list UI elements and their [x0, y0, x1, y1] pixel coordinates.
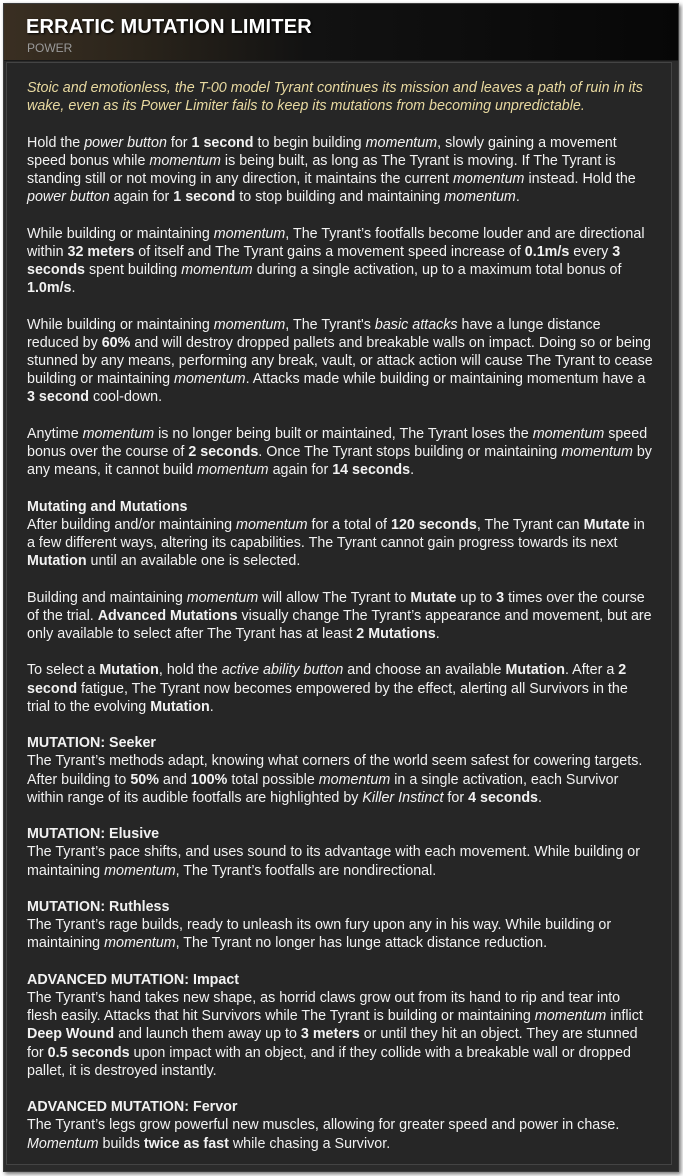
text-run: upon impact with an object, and if they collide with a breakable wall or dropped pallet, it is destroyed instantly. — [27, 1044, 632, 1079]
text-run: and choose an available — [343, 662, 506, 679]
emphasis-value: 3 — [496, 589, 505, 606]
text-run: The Tyrant’s legs grow powerful new muscles, allowing for greater speed and power in chase. — [27, 1117, 620, 1134]
keyword-term: power button — [27, 189, 110, 206]
section-heading: MUTATION: Elusive — [27, 826, 160, 843]
section-heading: MUTATION: Seeker — [27, 735, 156, 752]
power-header — [4, 4, 678, 61]
text-run: and will destroy dropped pallets and breakable walls on impact. Doing so or being stunned by any means, performing any break, vault, or attack action will cause The Tyrant to cease building or maintaining — [27, 334, 653, 388]
text-run: for — [166, 134, 192, 151]
text-run: The Tyrant’s hand takes new shape, as horrid claws grow out from its hand to rip and tear into flesh easily. Attacks that hit Survivors while The Tyrant is building or maintaining — [27, 989, 621, 1025]
keyword-term: momentum — [532, 425, 605, 442]
text-run: until an available one is selected. — [86, 553, 301, 570]
emphasis-value: Mutation — [99, 662, 159, 679]
description-paragraph — [27, 425, 653, 480]
emphasis-value: 2 Mutations — [356, 626, 436, 642]
text-run: . Once The Tyrant stops building or maintaining — [258, 444, 562, 460]
text-run: . — [209, 698, 214, 715]
text-run: cool-down. — [88, 389, 163, 406]
text-run: , The Tyrant’s footfalls become louder and are directional within — [27, 225, 645, 260]
description-paragraph — [27, 589, 653, 644]
text-run: total possible — [227, 771, 319, 788]
section-paragraph — [27, 1098, 653, 1153]
text-run: for — [443, 789, 469, 806]
emphasis-value: 32 meters — [67, 243, 135, 260]
emphasis-value: Mutation — [505, 662, 565, 679]
emphasis-value: twice as fast — [143, 1135, 229, 1152]
emphasis-value: 3 meters — [300, 1026, 360, 1043]
text-run: Building and maintaining — [27, 589, 187, 606]
text-run: , slowly gaining a movement speed bonus while — [27, 134, 617, 169]
text-run: , The Tyrant can — [476, 516, 584, 533]
keyword-term: momentum — [186, 589, 259, 606]
text-run: . — [538, 789, 542, 806]
section-paragraph — [27, 825, 653, 880]
text-run: While building or maintaining — [27, 316, 214, 333]
text-run: instead. Hold the — [524, 171, 636, 187]
keyword-term: momentum — [213, 225, 286, 242]
emphasis-value: Mutation — [150, 698, 210, 715]
text-run: To select a — [27, 662, 100, 679]
description-body — [7, 63, 671, 1153]
power-card — [3, 3, 679, 1172]
text-run: or until they hit an object. They are stunned for — [27, 1026, 638, 1061]
emphasis-value: 0.5 seconds — [47, 1044, 130, 1061]
keyword-term: momentum — [365, 134, 438, 151]
text-run: while chasing a Survivor. — [228, 1135, 391, 1152]
text-run: spent building — [85, 262, 182, 278]
text-run: to stop building and maintaining — [235, 189, 445, 206]
text-run: again for — [268, 462, 333, 479]
section-paragraph — [27, 734, 653, 807]
keyword-term: momentum — [318, 771, 391, 788]
text-run: After building and/or maintaining — [27, 516, 237, 533]
text-run: , The Tyrant's — [285, 316, 375, 333]
text-run: times over the course of the trial. — [27, 589, 645, 624]
emphasis-value: 3 seconds — [27, 243, 621, 278]
emphasis-value: 3 second — [27, 389, 89, 406]
keyword-term: momentum — [444, 189, 516, 206]
text-run: . — [515, 189, 520, 206]
emphasis-value: Mutation — [27, 553, 87, 570]
text-run: The Tyrant’s pace shifts, and uses sound to its advantage with each movement. While building or maintaining — [27, 844, 640, 879]
section-heading: Mutating and Mutations — [27, 498, 188, 515]
keyword-term: power button — [84, 134, 167, 151]
emphasis-value: 100% — [190, 771, 228, 788]
text-run: visually change The Tyrant’s appearance and movement, but are only available to select after The Tyrant has at least — [27, 607, 652, 642]
emphasis-value: 120 seconds — [391, 516, 477, 533]
emphasis-value: 1 second — [173, 189, 236, 206]
text-run: The Tyrant’s rage builds, ready to unleash its own fury upon any in his way. While building or maintaining — [27, 917, 612, 952]
keyword-term: Killer Instinct — [362, 789, 444, 806]
keyword-term: momentum — [197, 462, 269, 479]
text-run: by any means, it cannot build — [27, 444, 652, 479]
text-run: and launch them away up to — [114, 1026, 301, 1043]
emphasis-value: Advanced Mutations — [97, 607, 238, 624]
text-run: during a single activation, up to a maximum total bonus of — [252, 262, 622, 278]
text-run: Hold the — [27, 134, 85, 151]
section-heading: ADVANCED MUTATION: Impact — [27, 971, 240, 988]
text-run: . — [71, 280, 76, 297]
description-paragraph — [27, 316, 653, 407]
emphasis-value: 0.1m/s — [524, 243, 570, 260]
section-heading: MUTATION: Ruthless — [27, 898, 170, 915]
emphasis-value: Mutate — [410, 589, 457, 606]
text-run: in a single activation, each Survivor within range of its audible footfalls are highlighted by — [27, 771, 619, 806]
text-run: and — [158, 771, 191, 788]
text-run: Anytime — [27, 425, 83, 442]
keyword-term: momentum — [104, 935, 176, 952]
keyword-term: momentum — [236, 516, 308, 533]
emphasis-value: 1 second — [191, 134, 254, 151]
description-paragraph — [27, 225, 653, 298]
text-run: inflict — [606, 1008, 643, 1025]
keyword-term: momentum — [534, 1008, 607, 1025]
keyword-term: momentum — [452, 171, 525, 187]
emphasis-value: Deep Wound — [27, 1026, 115, 1043]
text-run: for a total of — [307, 516, 391, 533]
emphasis-value: 60% — [101, 334, 131, 351]
lore-text: Stoic and emotionless, the T-00 model Tyrant continues its mission and leaves a path of ruin in its wake, even as its Power Limiter fails to keep its mutations from becoming unpredictable. — [27, 80, 643, 115]
emphasis-value: Mutate — [583, 516, 630, 533]
text-run: . After a — [565, 662, 619, 679]
keyword-term: momentum — [82, 425, 155, 442]
text-run: . — [435, 626, 440, 642]
power-title: ERRATIC MUTATION LIMITER — [26, 16, 312, 38]
section-paragraph — [27, 898, 653, 953]
keyword-term: momentum — [149, 152, 221, 169]
text-run: . Attacks made while building or maintaining momentum have a — [245, 371, 646, 388]
section-heading: ADVANCED MUTATION: Fervor — [27, 1099, 238, 1116]
emphasis-value: 4 seconds — [468, 789, 539, 806]
text-run: builds — [98, 1135, 144, 1152]
description-paragraph — [27, 661, 653, 716]
section-paragraph — [27, 971, 653, 1080]
text-run: every — [569, 243, 613, 260]
keyword-term: active ability button — [221, 662, 344, 679]
text-run: The Tyrant’s methods adapt, knowing what corners of the world seem safest for cowering targets. After building to — [27, 753, 643, 788]
keyword-term: momentum — [561, 444, 633, 460]
description-panel — [6, 62, 672, 1165]
text-run: will allow The Tyrant to — [258, 589, 411, 606]
text-run: is no longer being built or maintained, The Tyrant loses the — [154, 425, 533, 442]
text-run: fatigue, The Tyrant now becomes empowered by the effect, alerting all Survivors in the trial to the evolving — [27, 680, 628, 715]
keyword-term: momentum — [213, 316, 286, 333]
emphasis-value: 14 seconds — [332, 462, 411, 479]
text-run: , The Tyrant’s footfalls are nondirectional. — [175, 862, 437, 879]
emphasis-value: 2 second — [27, 662, 627, 697]
power-type-label: POWER — [27, 41, 73, 55]
emphasis-value: 2 seconds — [188, 444, 259, 460]
text-run: . — [410, 462, 415, 479]
text-run: of itself and The Tyrant gains a movement speed increase of — [134, 243, 525, 260]
text-run: , The Tyrant no longer has lunge attack distance reduction. — [175, 935, 548, 952]
emphasis-value: 50% — [130, 771, 159, 788]
section-paragraph — [27, 498, 653, 571]
text-run: up to — [456, 589, 497, 606]
text-run: is being built, as long as The Tyrant is moving. If The Tyrant is standing still or not moving in any direction, it maintains the current — [27, 152, 616, 187]
text-run: speed bonus over the course of — [27, 425, 648, 460]
text-run: in a few different ways, altering its capabilities. The Tyrant cannot gain progress towards its next — [27, 516, 645, 551]
keyword-term: momentum — [181, 262, 253, 278]
text-run: again for — [109, 189, 174, 206]
keyword-term: basic attacks — [374, 316, 458, 333]
keyword-term: momentum — [104, 862, 176, 879]
emphasis-value: 1.0m/s — [27, 280, 72, 297]
description-paragraph — [27, 134, 653, 207]
keyword-term: Momentum — [27, 1135, 99, 1152]
text-run: , hold the — [158, 662, 222, 679]
keyword-term: momentum — [174, 371, 246, 388]
text-run: While building or maintaining — [27, 225, 214, 242]
text-run: have a lunge distance reduced by — [27, 316, 601, 351]
text-run: to begin building — [253, 134, 366, 151]
